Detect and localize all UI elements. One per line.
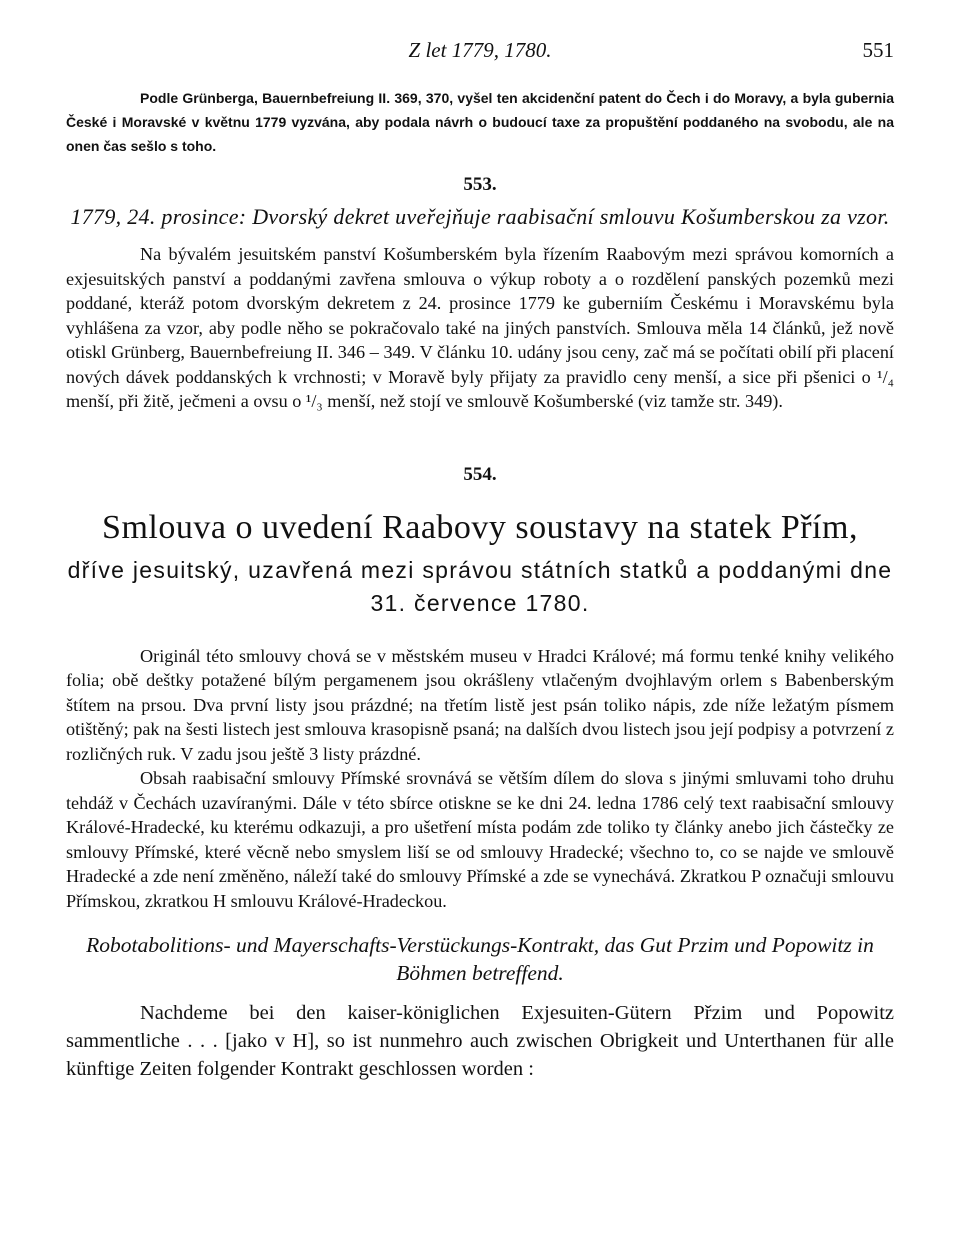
page-content xyxy=(66,86,894,1083)
document-number-553: 553. xyxy=(463,174,497,195)
german-contract-body: Nachdeme bei den kaiser-königlichen Exjesuiten-Gütern Přzim und Popowitz sammentliche . . . [jako v H], so ist nunmehro auch zwischen Obrigkeit und Unterthanen für alle künftige Zeiten folgender Kontrakt geschlossen worden : xyxy=(66,1002,894,1080)
german-contract-heading: Robotabolitions- und Mayerschafts-Verstückungs-Kontrakt, das Gut Przim und Popowitz in Böhmen betreffend. xyxy=(86,933,874,985)
document-paragraph-content: Obsah raabisační smlouvy Přímské srovnává se větším dílem do slova s jinými smluvami toho druhu tehdáž v Čechách uzavíranými. Dále v této sbírce otiskne se ke dni 24. ledna 1786 celý text raabisační smlouvy Králové-Hradecké, ku kterému odkazuji, a pro ušetření místa podám zde toliko ty články anebo jich částečky ze smlouvy Přímské, které věcně nebo smyslem liší se od smlouvy Hradecké; všechno to, co se najde ve smlouvě Hradecké a zde není změněno, náleží také do smlouvy Přímské a zde se vynechává. Zkratkou P označuji smlouvu Přímskou, zkratkou H smlouvu Králové-Hradeckou. xyxy=(66,768,894,911)
document-number-554: 554. xyxy=(463,463,497,485)
document-subtitle-554: dříve jesuitský, uzavřená mezi správou státních statků a poddanými dne 31. července 1780. xyxy=(67,556,893,616)
running-title: Z let 1779, 1780. xyxy=(408,38,552,62)
page-number: 551 xyxy=(862,38,894,62)
document-title-554: Smlouva o uvedení Raabovy soustavy na statek Přím, xyxy=(102,508,858,546)
document-body-553: Na bývalém jesuitském panství Košumberském byla řízením Raabovým mezi správou komorních a exjesuitských panství a poddanými zavřena smlouva o výkup roboty a o rozdělení panských pozemků mezi poddané, kteráž potom dvorským dekretem z 24. prosince 1779 ke guberniím Českému i Moravskému byla vyhlášena za vzor, aby podle něho se pokračovalo také na jiných panstvích. Smlouva měla 14 článků, jež nově otiskl Grünberg, Bauernbefreiung II. 346 – 349. V článku 10. udány jsou ceny, zač má se počítati obilí při placení nových dávek poddanských k vrchnosti; v Moravě byly přijaty za pravidlo ceny menší, a sice při pšenici o ¹/₄ menší, při žitě, ječmeni a ovsu o ¹/₃ menší, než stojí ve smlouvě Košumberské (viz tamže str. 349). xyxy=(66,244,894,411)
document-paragraph-original: Originál této smlouvy chová se v městském museu v Hradci Králové; má formu tenké knihy velikého folia; obě deštky potažené bílým pergamenem jsou okrášleny vtlačeným dvojhlavým orlem s Babenberským štítem na prsou. Dva první listy jsou prázdné; na třetím listě jest psán toliko nápis, zde níže ležatým písmem otištěný; pak na šesti listech jest smlouva krasopisně psaná; na dalších dvou listech jsou její podpisy a potvrzení z rozličných ruk. V zadu jsou ještě 3 listy prázdné. xyxy=(66,645,894,764)
footnote-paragraph: Podle Grünberga, Bauernbefreiung II. 369, 370, vyšel ten akcidenční patent do Čech i do Moravy, a byla gubernia České i Moravské v květnu 1779 vyzvána, aby podala návrh o budoucí taxe za propuštění poddaného na svobodu, ale na onen čas sešlo s toho. xyxy=(66,90,894,154)
document-heading-553: 1779, 24. prosince: Dvorský dekret uveřejňuje raabisační smlouvu Košumberskou za vzor. xyxy=(70,204,890,229)
running-head xyxy=(66,38,894,68)
